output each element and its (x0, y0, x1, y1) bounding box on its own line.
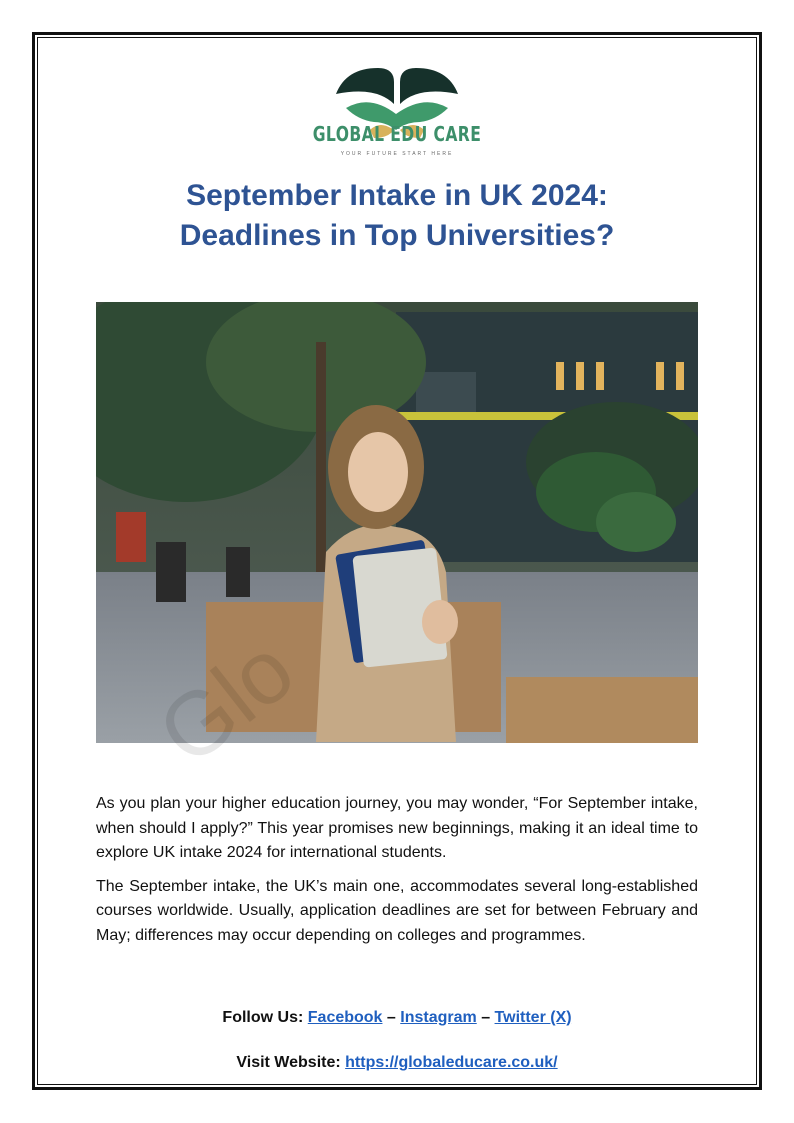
follow-us-line (0, 1009, 794, 1027)
article-body (96, 792, 698, 957)
instagram-link[interactable]: Instagram (400, 1009, 477, 1026)
separator-2: – (481, 1009, 491, 1026)
logo-dark-right-wing (400, 68, 458, 104)
separator-1: – (386, 1009, 396, 1026)
woman-with-laptop-photo (96, 302, 698, 743)
brand-name: GLOBAL EDU CARE (312, 122, 482, 146)
page-title (80, 176, 714, 256)
visit-website-line (0, 1054, 794, 1072)
title-line-1: September Intake in UK 2024: (186, 179, 608, 212)
global-edu-care-logo (316, 44, 478, 164)
logo-dark-left-wing (336, 68, 394, 104)
follow-label: Follow Us: (222, 1009, 304, 1026)
paragraph-2: The September intake, the UK’s main one, accommodates several long-established courses worldwide. Usually, application deadlines are set for between February and May; differences may occur depending on colleges and programmes. (96, 877, 698, 944)
title-line-2: Deadlines in Top Universities? (179, 219, 615, 252)
facebook-link[interactable]: Facebook (307, 1009, 383, 1026)
twitter-link[interactable]: Twitter (X) (494, 1009, 572, 1026)
paragraph-1: As you plan your higher education journey, you may wonder, “For September intake, when should I apply?” This year promises new beginnings, making it an ideal time to explore UK intake 2024 for international students. (96, 795, 698, 861)
brand-tagline: YOUR FUTURE START HERE (340, 151, 454, 157)
website-link[interactable]: https://globaleducare.co.uk/ (345, 1054, 558, 1071)
visit-label: Visit Website: (236, 1054, 341, 1071)
